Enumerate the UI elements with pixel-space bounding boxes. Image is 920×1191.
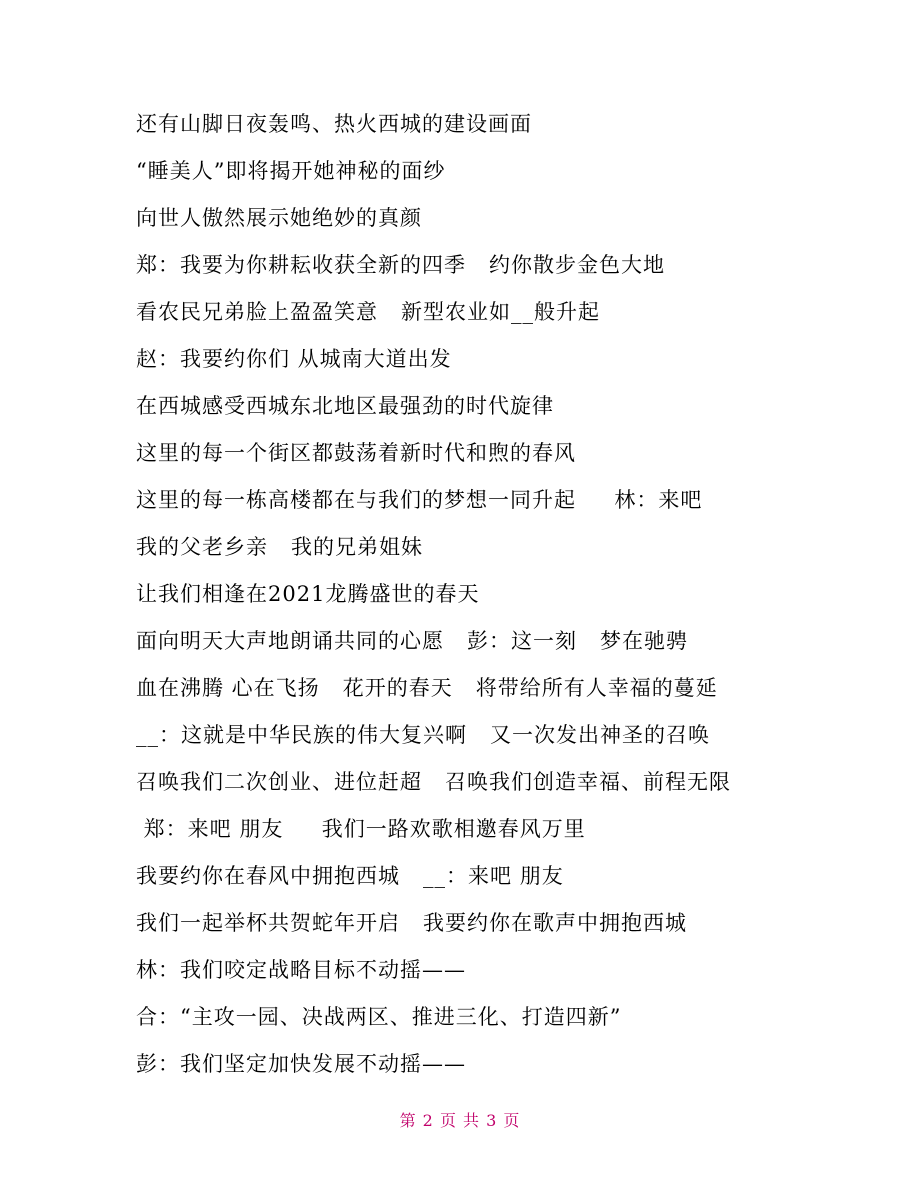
text-line: 郑：我要为你耕耘收获全新的四季 约你散步金色大地: [136, 253, 666, 277]
text-line: 我要约你在春风中拥抱西城 __：来吧 朋友: [136, 864, 564, 888]
text-line: 我们一起举杯共贺蛇年开启 我要约你在歌声中拥抱西城: [136, 911, 688, 935]
page-number-label: 第 2 页 共 3 页: [399, 1111, 521, 1130]
text-line: 血在沸腾 心在飞扬 花开的春天 将带给所有人幸福的蔓延: [136, 676, 718, 700]
text-line: 让我们相逢在2021龙腾盛世的春天: [136, 582, 480, 606]
text-line: “睡美人”即将揭开她神秘的面纱: [136, 159, 446, 183]
text-line: 彭：我们坚定加快发展不动摇——: [136, 1052, 466, 1076]
text-line: 看农民兄弟脸上盈盈笑意 新型农业如__般升起: [136, 300, 601, 324]
text-line: 赵：我要约你们 从城南大道出发: [136, 347, 452, 371]
text-line: 在西城感受西城东北地区最强劲的时代旋律: [136, 394, 554, 418]
text-line: 我的父老乡亲 我的兄弟姐妹: [136, 535, 424, 559]
text-line: 还有山脚日夜轰鸣、热火西城的建设画面: [136, 112, 532, 136]
text-line: 召唤我们二次创业、进位赶超 召唤我们创造幸福、前程无限: [136, 770, 732, 794]
text-line: 面向明天大声地朗诵共同的心愿 彭：这一刻 梦在驰骋: [136, 629, 689, 653]
text-line: 向世人傲然展示她绝妙的真颜: [136, 206, 422, 230]
text-line: 合：“主攻一园、决战两区、推进三化、打造四新”: [136, 1005, 622, 1029]
page-footer: [0, 1108, 920, 1131]
text-line: 郑：来吧 朋友 我们一路欢歌相邀春风万里: [136, 817, 586, 841]
text-line: __：这就是中华民族的伟大复兴啊 又一次发出神圣的召唤: [136, 723, 711, 747]
text-line: 这里的每一个街区都鼓荡着新时代和煦的春风: [136, 441, 576, 465]
text-line: 林：我们咬定战略目标不动摇——: [136, 958, 466, 982]
document-body: [136, 101, 836, 1088]
text-line: 这里的每一栋高楼都在与我们的梦想一同升起 林：来吧: [136, 488, 703, 512]
